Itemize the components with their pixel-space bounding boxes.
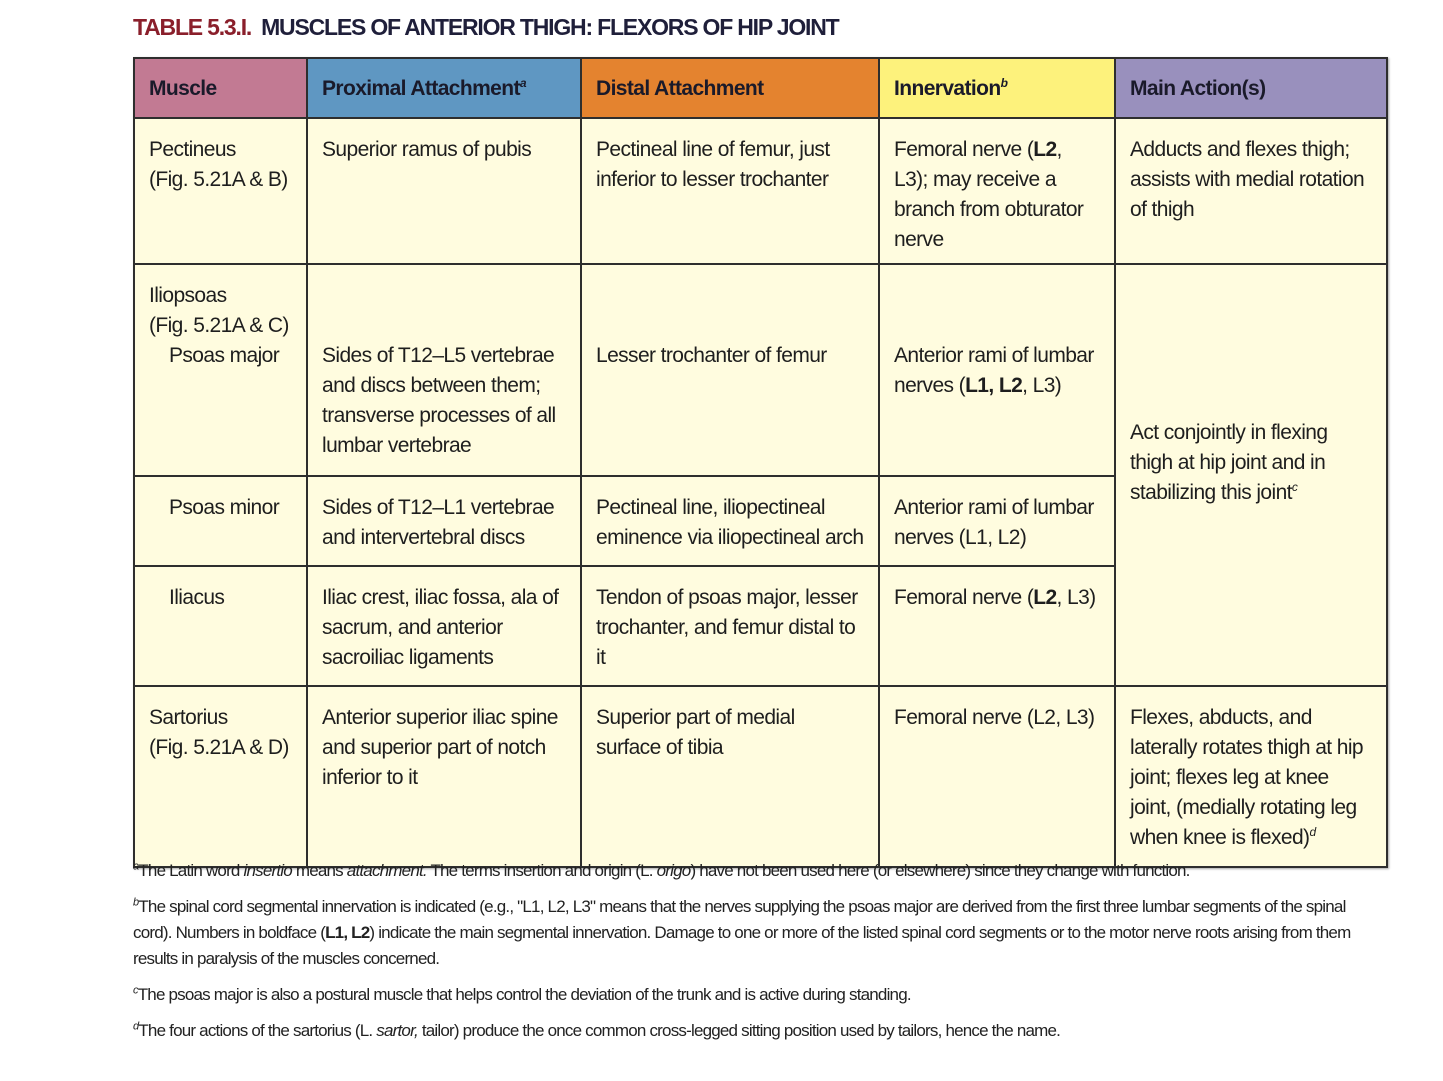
footnote-b: $^b$The spinal cord segmental innervation is indicated (e.g., "L1, L2, L3" means that the nerves supplying the psoas major are derived from the first three lumbar segments of the spinal cord). Numbers in boldface (L1, L2) indicate the main segmental innervation. Damage to one or more of the listed spinal cord segments or to the motor nerve roots arising from them results in paralysis of the muscles concerned. (133, 896, 1351, 968)
cell-muscle: Psoas minor (134, 476, 307, 566)
footnote-d: $^d$The four actions of the sartorius (L. sartor, tailor) produce the once common cross-legged sitting position used by tailors, hence the name. (133, 1020, 1061, 1040)
footnote-a: $^a$The Latin word insertio means attachment. The terms insertion and origin (L. origo) have not been used here (or elsewhere) since they change with function. (133, 860, 1190, 880)
table-row-pectineus (134, 118, 1387, 264)
cell-proximal: Sides of T12–L5 vertebrae and discs between them; transverse processes of all lumbar vertebrae (307, 264, 581, 476)
cell-proximal: Superior ramus of pubis (307, 118, 581, 264)
header-innervation: Innervation$^b$ (879, 58, 1115, 118)
footnote-marker: b (1000, 76, 1008, 90)
cell-distal: Superior part of medial surface of tibia (581, 686, 879, 867)
header-proximal-attachment: Proximal Attachment$^a$ (307, 58, 581, 118)
header-distal-attachment: Distal Attachment (581, 58, 879, 118)
footnote-marker: c (1291, 480, 1298, 494)
header-muscle: Muscle (134, 58, 307, 118)
table-title-text: MUSCLES OF ANTERIOR THIGH: FLEXORS OF HIP JOINT (261, 14, 839, 40)
cell-muscle: Pectineus (Fig. 5.21A & B) (134, 118, 307, 264)
cell-muscle: Iliacus (134, 566, 307, 686)
cell-distal: Lesser trochanter of femur (581, 264, 879, 476)
muscles-table (133, 57, 1388, 868)
cell-muscle: Iliopsoas (Fig. 5.21A & C) Psoas major (134, 264, 307, 476)
header-row (134, 58, 1387, 118)
cell-distal: Tendon of psoas major, lesser trochanter, and femur distal to it (581, 566, 879, 686)
table-row-psoas-major (134, 264, 1387, 476)
cell-proximal: Iliac crest, iliac fossa, ala of sacrum, and anterior sacroiliac ligaments (307, 566, 581, 686)
cell-action: Adducts and flexes thigh; assists with medial rotation of thigh (1115, 118, 1387, 264)
cell-innervation: Femoral nerve (L2, L3); may receive a branch from obturator nerve (879, 118, 1115, 264)
table-row-sartorius (134, 686, 1387, 867)
cell-innervation: Anterior rami of lumbar nerves (L1, L2) (879, 476, 1115, 566)
cell-action: Flexes, abducts, and laterally rotates thigh at hip joint; flexes leg at knee joint, (medially rotating leg when knee is flexed)$^d$ (1115, 686, 1387, 867)
footnotes (133, 858, 1373, 1054)
cell-proximal: Anterior superior iliac spine and superior part of notch inferior to it (307, 686, 581, 867)
cell-innervation: Anterior rami of lumbar nerves (L1, L2, L3) (879, 264, 1115, 476)
cell-muscle: Sartorius (Fig. 5.21A & D) (134, 686, 307, 867)
cell-distal: Pectineal line, iliopectineal eminence via iliopectineal arch (581, 476, 879, 566)
cell-distal: Pectineal line of femur, just inferior to lesser trochanter (581, 118, 879, 264)
table-title (133, 14, 839, 41)
table-number: TABLE 5.3.I. (133, 14, 252, 40)
cell-innervation: Femoral nerve (L2, L3) (879, 686, 1115, 867)
footnote-marker: d (1309, 825, 1316, 839)
cell-innervation: Femoral nerve (L2, L3) (879, 566, 1115, 686)
header-main-actions: Main Action(s) (1115, 58, 1387, 118)
footnote-marker: a (519, 76, 526, 90)
cell-proximal: Sides of T12–L1 vertebrae and intervertebral discs (307, 476, 581, 566)
cell-action-iliopsoas: Act conjointly in flexing thigh at hip joint and in stabilizing this joint$^c$ (1115, 264, 1387, 686)
footnote-c: $^c$The psoas major is also a postural muscle that helps control the deviation of the trunk and is active during standing. (133, 984, 911, 1004)
